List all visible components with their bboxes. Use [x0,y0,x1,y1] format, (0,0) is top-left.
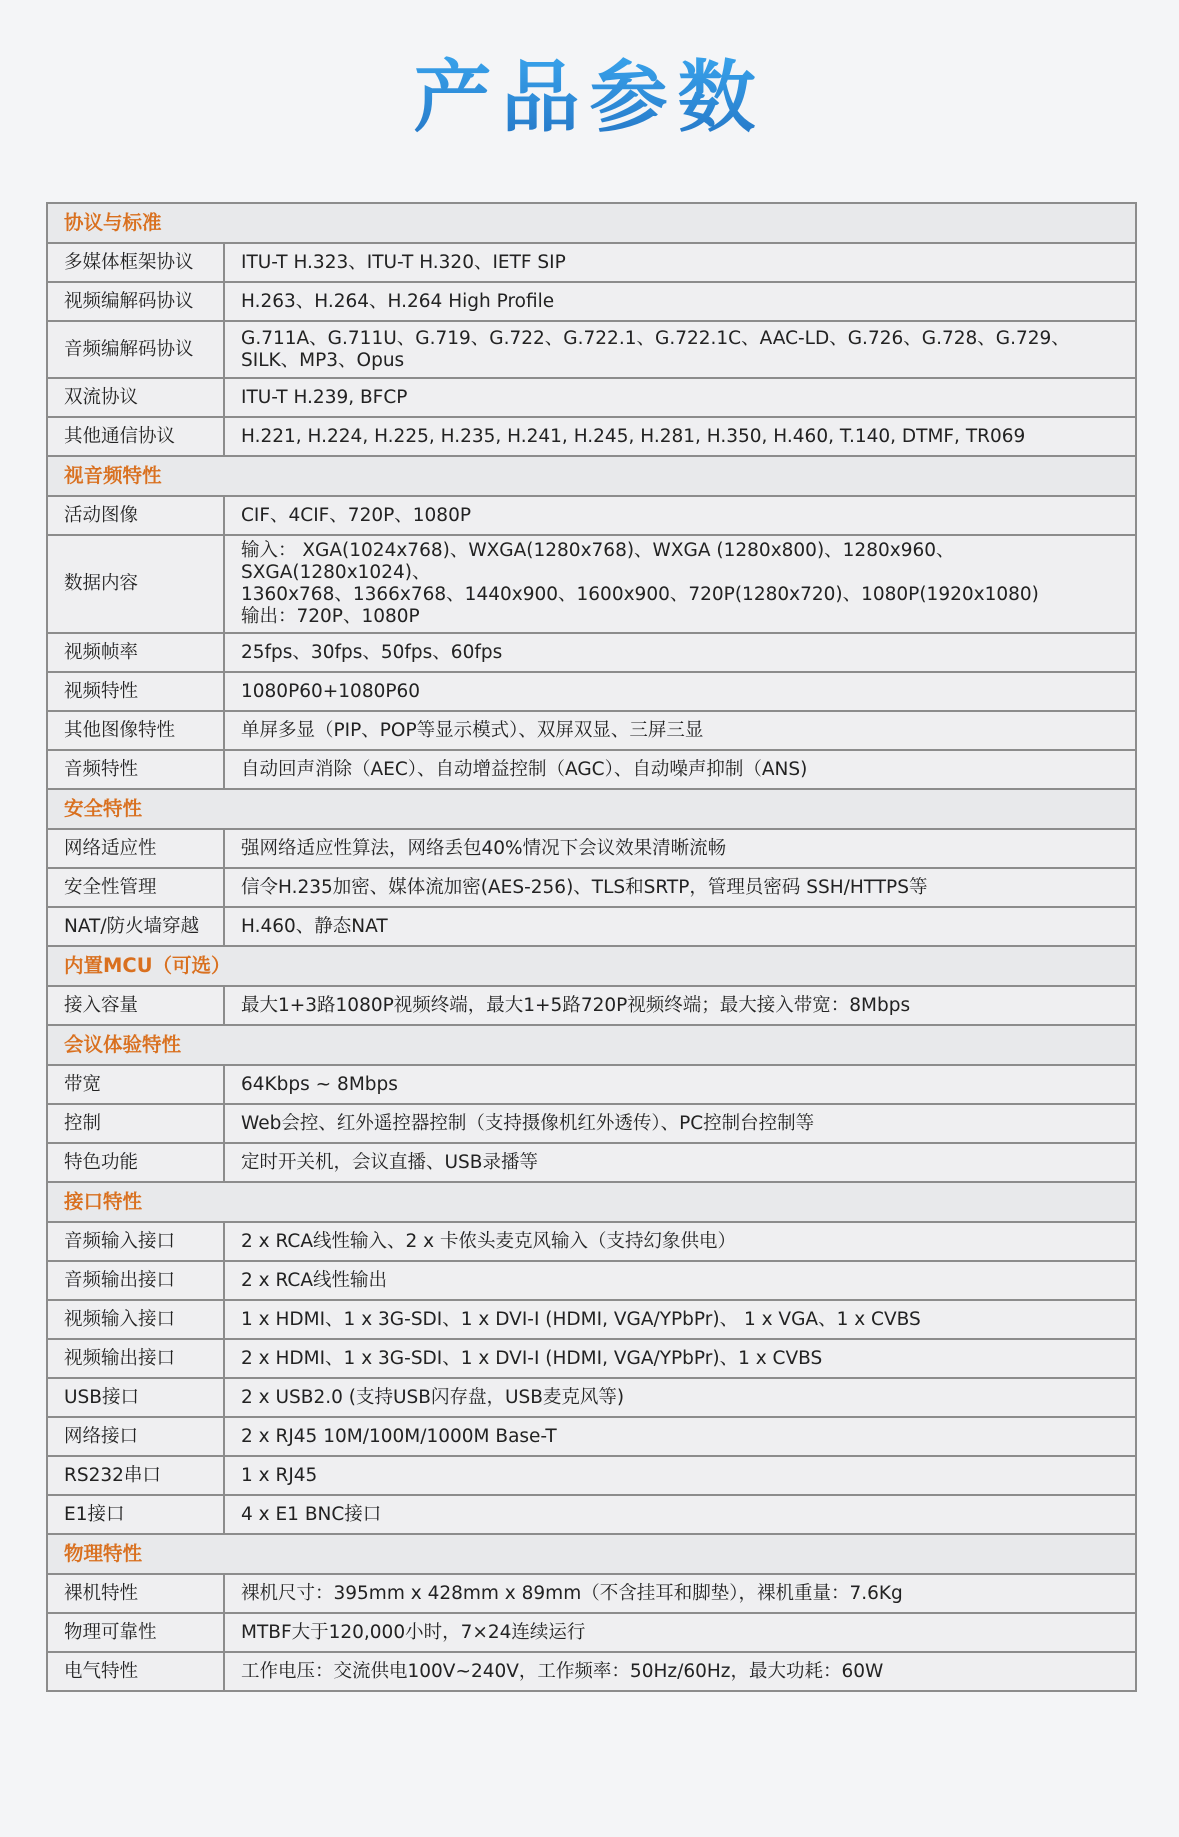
row-value: G.711A、G.711U、G.719、G.722、G.722.1、G.722.1C、AAC-LD、G.726、G.728、G.729、SILK、MP3、Opus [224,321,1136,378]
table-row [47,321,1136,378]
row-value: 自动回声消除（AEC）、自动增益控制（AGC）、自动噪声抑制（ANS) [224,750,1136,789]
row-value: 1 x HDMI、1 x 3G-SDI、1 x DVI-I (HDMI, VGA/YPbPr)、 1 x VGA、1 x CVBS [224,1300,1136,1339]
row-label: 其他通信协议 [47,417,224,456]
section-header [47,1025,1136,1065]
row-value-line: 输入： XGA(1024x768)、WXGA(1280x768)、WXGA (1280x800)、1280x960、SXGA(1280x1024)、 [241,540,955,583]
row-label: 电气特性 [47,1652,224,1691]
table-row [47,378,1136,417]
row-value: 裸机尺寸：395mm x 428mm x 89mm（不含挂耳和脚垫），裸机重量：7.6Kg [224,1574,1136,1613]
table-row [47,1652,1136,1691]
row-label: 视频输入接口 [47,1300,224,1339]
row-label: 视频特性 [47,672,224,711]
table-row [47,1143,1136,1182]
row-label: USB接口 [47,1378,224,1417]
row-value: 单屏多显（PIP、POP等显示模式）、双屏双显、三屏三显 [224,711,1136,750]
row-value: CIF、4CIF、720P、1080P [224,496,1136,535]
row-value: 工作电压：交流供电100V~240V，工作频率：50Hz/60Hz，最大功耗：60W [224,1652,1136,1691]
table-row [47,243,1136,282]
row-label: 网络适应性 [47,829,224,868]
table-row [47,535,1136,633]
row-value: ITU-T H.323、ITU-T H.320、IETF SIP [224,243,1136,282]
table-row [47,1065,1136,1104]
table-row [47,1104,1136,1143]
row-value: 强网络适应性算法，网络丢包40%情况下会议效果清晰流畅 [224,829,1136,868]
row-label: 数据内容 [47,535,224,633]
row-value: 2 x RCA线性输入、2 x 卡侬头麦克风输入（支持幻象供电） [224,1222,1136,1261]
table-row [47,907,1136,946]
row-value: H.263、H.264、H.264 High Profile [224,282,1136,321]
section-header [47,1534,1136,1574]
row-label: 裸机特性 [47,1574,224,1613]
row-label: 音频输出接口 [47,1261,224,1300]
table-row [47,1261,1136,1300]
table-row [47,986,1136,1025]
table-row [47,672,1136,711]
row-label: 音频特性 [47,750,224,789]
row-value: ITU-T H.239, BFCP [224,378,1136,417]
row-label: RS232串口 [47,1456,224,1495]
section-header [47,789,1136,829]
row-label: E1接口 [47,1495,224,1534]
row-label: 活动图像 [47,496,224,535]
section-header [47,1182,1136,1222]
row-label: 接入容量 [47,986,224,1025]
row-label: 控制 [47,1104,224,1143]
row-label: 安全性管理 [47,868,224,907]
row-value-line: 输出：720P、1080P [241,606,420,627]
section-title: 内置MCU（可选） [47,946,1136,986]
row-value: 4 x E1 BNC接口 [224,1495,1136,1534]
section-title: 视音频特性 [47,456,1136,496]
table-row [47,829,1136,868]
table-row [47,711,1136,750]
row-label: 视频输出接口 [47,1339,224,1378]
row-label: 视频编解码协议 [47,282,224,321]
table-row [47,1456,1136,1495]
spec-table [46,202,1137,1692]
row-value: 25fps、30fps、50fps、60fps [224,633,1136,672]
table-row [47,282,1136,321]
row-value: 2 x RJ45 10M/100M/1000M Base-T [224,1417,1136,1456]
table-row [47,1339,1136,1378]
table-row [47,750,1136,789]
row-label: 网络接口 [47,1417,224,1456]
table-row [47,868,1136,907]
page-title: 产品参数 [0,48,1179,148]
row-value: 1 x RJ45 [224,1456,1136,1495]
row-value-line: 1360x768、1366x768、1440x900、1600x900、720P(1280x720)、1080P(1920x1080) [241,584,1039,605]
row-value: H.221, H.224, H.225, H.235, H.241, H.245, H.281, H.350, H.460, T.140, DTMF, TR069 [224,417,1136,456]
row-value [224,535,1136,633]
row-value: 2 x RCA线性输出 [224,1261,1136,1300]
row-label: 视频帧率 [47,633,224,672]
table-row [47,1613,1136,1652]
table-row [47,496,1136,535]
row-value: 2 x HDMI、1 x 3G-SDI、1 x DVI-I (HDMI, VGA/YPbPr)、1 x CVBS [224,1339,1136,1378]
section-header [47,456,1136,496]
row-value: MTBF大于120,000小时，7×24连续运行 [224,1613,1136,1652]
row-value: 1080P60+1080P60 [224,672,1136,711]
row-value: 最大1+3路1080P视频终端，最大1+5路720P视频终端；最大接入带宽：8Mbps [224,986,1136,1025]
table-row [47,1417,1136,1456]
table-row [47,1378,1136,1417]
row-label: 音频输入接口 [47,1222,224,1261]
table-row [47,1574,1136,1613]
row-label: NAT/防火墙穿越 [47,907,224,946]
table-row [47,417,1136,456]
section-title: 物理特性 [47,1534,1136,1574]
table-row [47,1222,1136,1261]
row-value: 2 x USB2.0 (支持USB闪存盘，USB麦克风等) [224,1378,1136,1417]
row-label: 物理可靠性 [47,1613,224,1652]
table-row [47,633,1136,672]
section-header [47,946,1136,986]
section-title: 接口特性 [47,1182,1136,1222]
section-title: 协议与标准 [47,203,1136,243]
row-value: Web会控、红外遥控器控制（支持摄像机红外透传）、PC控制台控制等 [224,1104,1136,1143]
row-value: H.460、静态NAT [224,907,1136,946]
section-header [47,203,1136,243]
row-label: 带宽 [47,1065,224,1104]
section-title: 会议体验特性 [47,1025,1136,1065]
row-label: 音频编解码协议 [47,321,224,378]
row-label: 双流协议 [47,378,224,417]
row-label: 特色功能 [47,1143,224,1182]
row-value: 定时开关机，会议直播、USB录播等 [224,1143,1136,1182]
row-label: 其他图像特性 [47,711,224,750]
section-title: 安全特性 [47,789,1136,829]
row-label: 多媒体框架协议 [47,243,224,282]
table-row [47,1495,1136,1534]
table-row [47,1300,1136,1339]
row-value: 64Kbps ~ 8Mbps [224,1065,1136,1104]
row-value: 信令H.235加密、媒体流加密(AES-256)、TLS和SRTP，管理员密码 SSH/HTTPS等 [224,868,1136,907]
